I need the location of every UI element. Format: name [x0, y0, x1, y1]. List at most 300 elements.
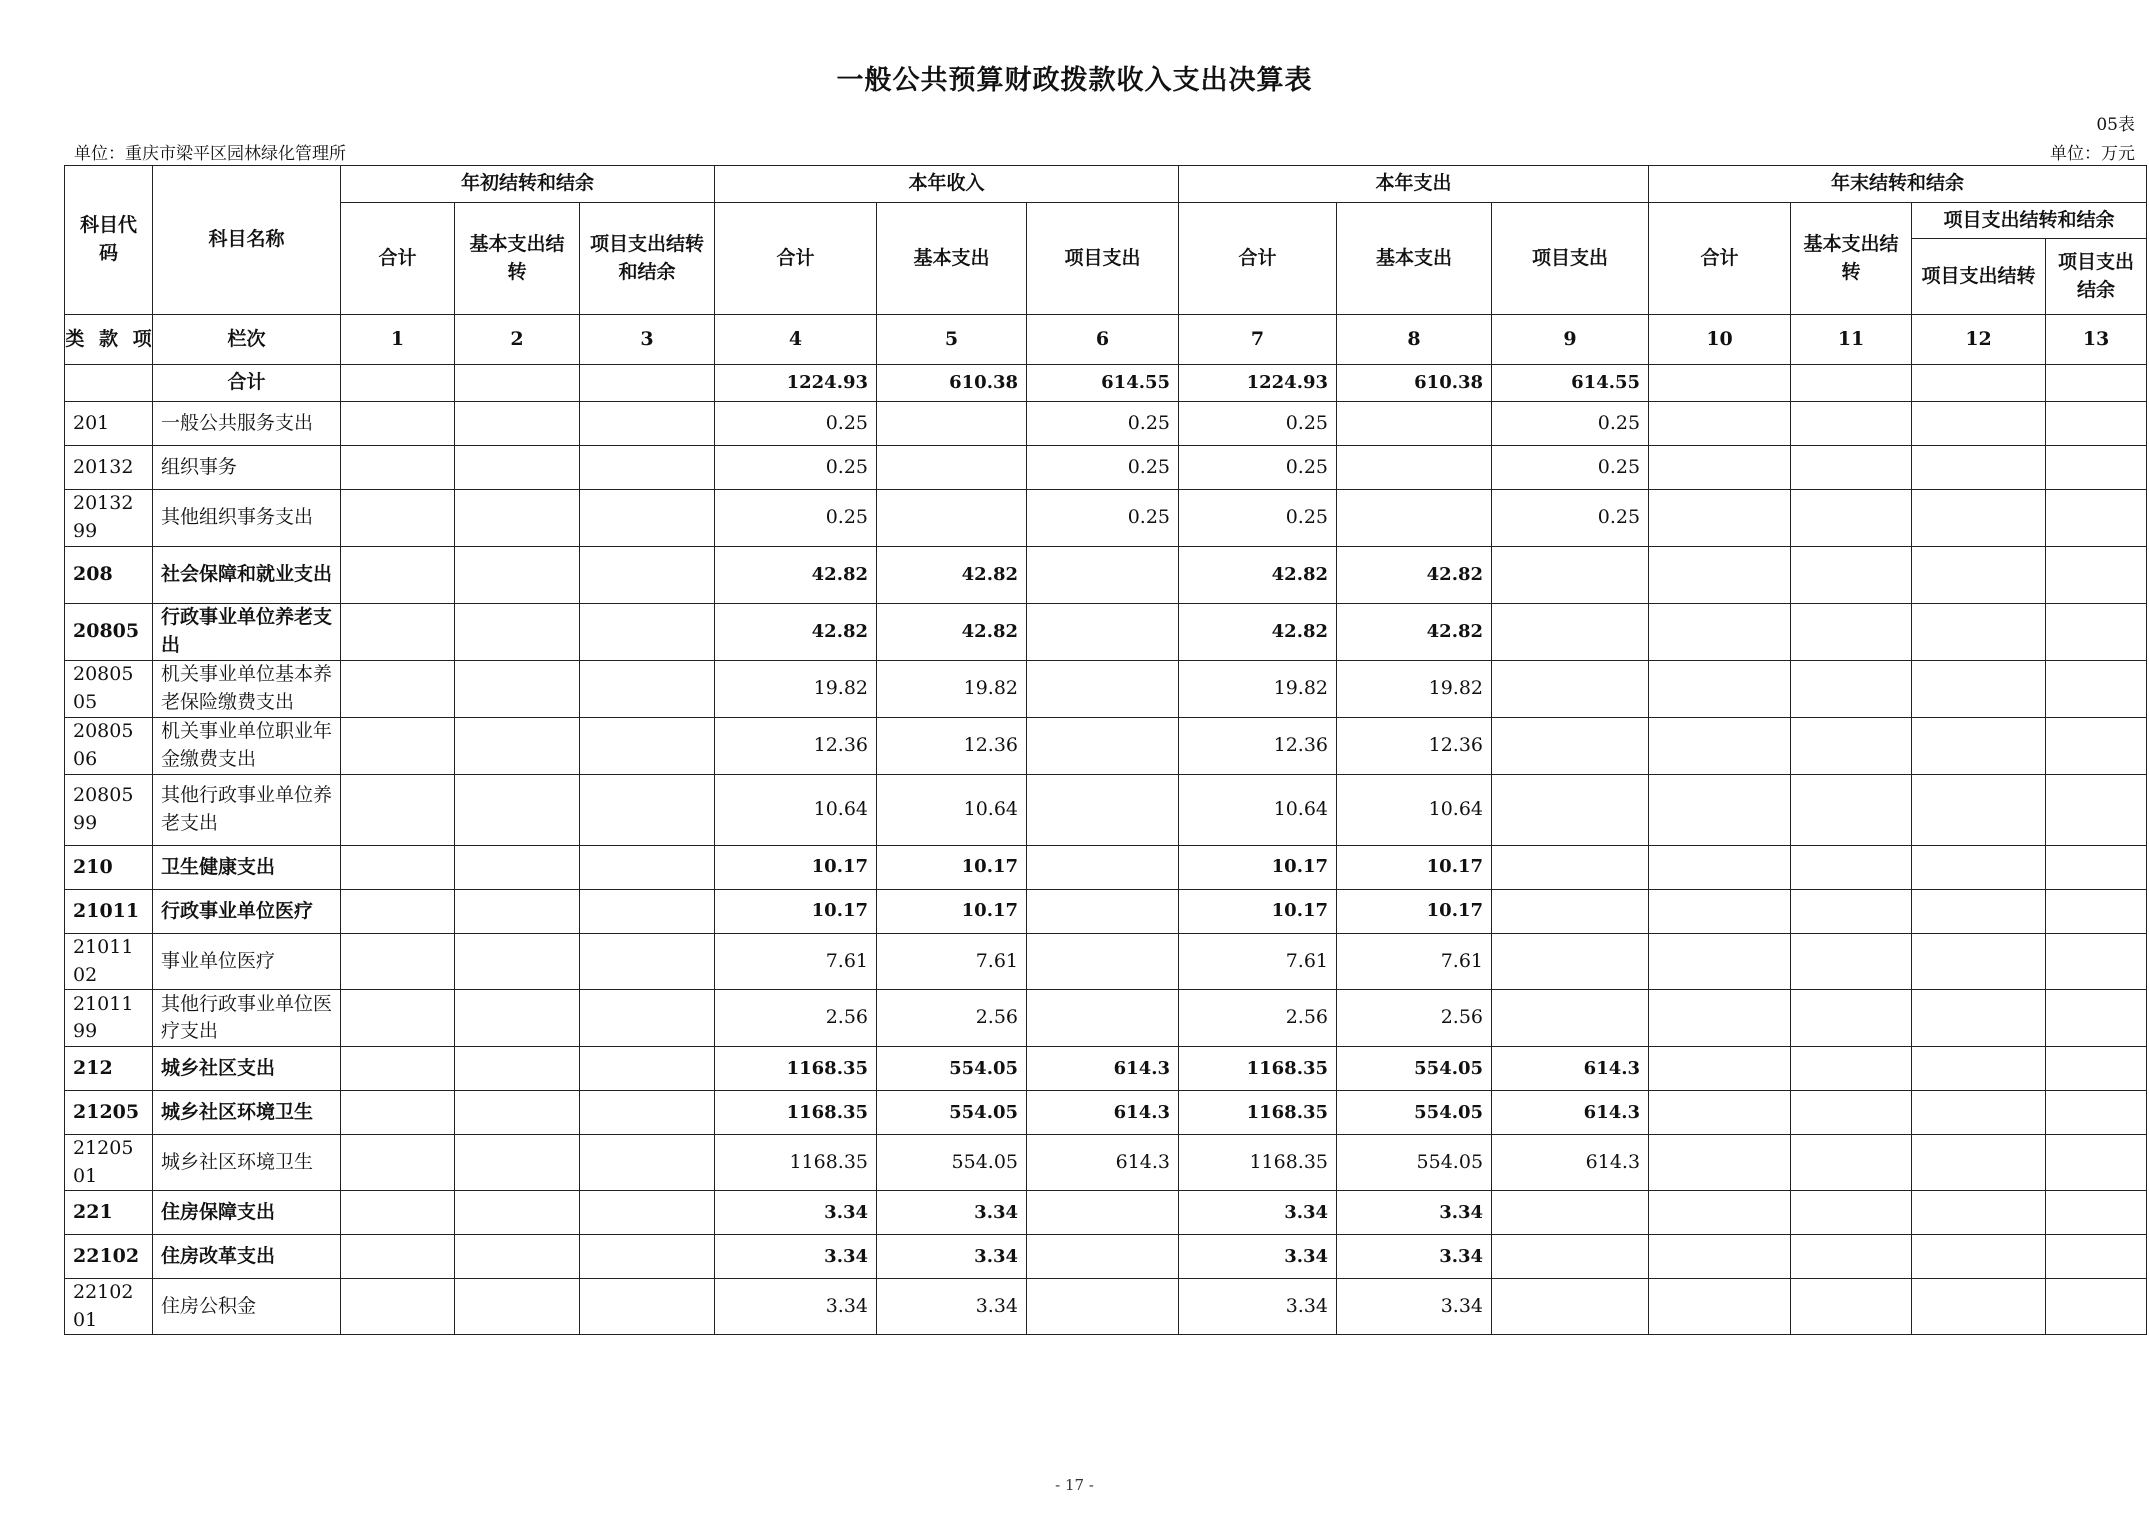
value-cell	[455, 1047, 580, 1091]
value-cell	[1649, 846, 1791, 890]
value-cell	[1649, 661, 1791, 718]
value-cell	[341, 490, 455, 547]
value-cell: 10.64	[877, 775, 1027, 846]
total-row	[65, 365, 2147, 402]
value-cell: 3.34	[877, 1191, 1027, 1235]
value-cell	[341, 661, 455, 718]
table-row	[65, 490, 2147, 547]
value-cell: 0.25	[715, 402, 877, 446]
value-cell	[580, 490, 715, 547]
value-cell	[1649, 718, 1791, 775]
value-cell	[455, 1235, 580, 1279]
value-cell	[580, 1191, 715, 1235]
value-cell	[1492, 846, 1649, 890]
total-cell	[1912, 365, 2046, 402]
value-cell: 1168.35	[715, 1135, 877, 1191]
total-cell	[341, 365, 455, 402]
value-cell: 0.25	[1179, 446, 1337, 490]
value-cell	[1027, 846, 1179, 890]
value-cell	[1649, 1047, 1791, 1091]
subject-code-cell: 212	[65, 1047, 153, 1091]
value-cell	[1492, 775, 1649, 846]
value-cell	[1791, 604, 1912, 661]
value-cell	[1791, 718, 1912, 775]
value-cell: 3.34	[715, 1191, 877, 1235]
value-cell: 10.17	[1337, 890, 1492, 934]
table-row	[65, 547, 2147, 604]
subject-name-cell: 一般公共服务支出	[153, 402, 341, 446]
value-cell	[580, 547, 715, 604]
value-cell	[1337, 446, 1492, 490]
value-cell	[1912, 846, 2046, 890]
value-cell	[1027, 990, 1179, 1047]
header-kuan: 款	[98, 327, 118, 350]
value-cell	[580, 718, 715, 775]
value-cell	[2046, 718, 2147, 775]
header-g4-project-surplus: 项目支出结余	[2046, 239, 2147, 315]
table-row	[65, 775, 2147, 846]
value-cell	[1912, 661, 2046, 718]
value-cell	[1912, 718, 2046, 775]
value-cell	[341, 990, 455, 1047]
value-cell: 0.25	[1027, 490, 1179, 547]
value-cell	[1649, 1279, 1791, 1335]
subject-name-cell: 卫生健康支出	[153, 846, 341, 890]
value-cell: 7.61	[1337, 934, 1492, 990]
subject-name-cell: 城乡社区支出	[153, 1047, 341, 1091]
value-cell	[580, 846, 715, 890]
header-category-levels	[65, 315, 153, 365]
value-cell: 554.05	[877, 1047, 1027, 1091]
value-cell	[1649, 775, 1791, 846]
col-number: 10	[1649, 315, 1791, 365]
total-cell: 610.38	[877, 365, 1027, 402]
col-number: 7	[1179, 315, 1337, 365]
value-cell	[1912, 547, 2046, 604]
value-cell	[455, 604, 580, 661]
total-cell	[2046, 365, 2147, 402]
value-cell	[1492, 990, 1649, 1047]
value-cell	[580, 1235, 715, 1279]
value-cell	[341, 604, 455, 661]
value-cell: 3.34	[1337, 1191, 1492, 1235]
value-cell: 0.25	[1027, 446, 1179, 490]
value-cell: 10.17	[715, 846, 877, 890]
value-cell	[455, 661, 580, 718]
value-cell	[2046, 934, 2147, 990]
subject-code-cell: 20132	[65, 446, 153, 490]
value-cell	[455, 547, 580, 604]
subject-name-cell: 住房保障支出	[153, 1191, 341, 1235]
value-cell: 1168.35	[1179, 1047, 1337, 1091]
col-number: 1	[341, 315, 455, 365]
table-row	[65, 890, 2147, 934]
header-g4-basic-carry: 基本支出结转	[1791, 203, 1912, 315]
value-cell	[341, 402, 455, 446]
subject-code-cell: 2120501	[65, 1135, 153, 1191]
value-cell	[1492, 1191, 1649, 1235]
value-cell: 554.05	[1337, 1091, 1492, 1135]
value-cell	[1791, 1091, 1912, 1135]
value-cell: 1168.35	[715, 1047, 877, 1091]
col-number: 9	[1492, 315, 1649, 365]
header-g1-project-carry-surplus: 项目支出结转和结余	[580, 203, 715, 315]
value-cell	[2046, 604, 2147, 661]
value-cell	[877, 490, 1027, 547]
value-cell	[1337, 490, 1492, 547]
value-cell: 7.61	[1179, 934, 1337, 990]
value-cell: 0.25	[715, 490, 877, 547]
value-cell: 614.3	[1492, 1091, 1649, 1135]
budget-table	[64, 165, 2147, 1335]
value-cell: 614.3	[1492, 1047, 1649, 1091]
value-cell: 554.05	[1337, 1135, 1492, 1191]
subject-name-cell: 住房公积金	[153, 1279, 341, 1335]
value-cell	[341, 890, 455, 934]
value-cell: 0.25	[1179, 490, 1337, 547]
total-cell	[455, 365, 580, 402]
subject-code-cell: 2013299	[65, 490, 153, 547]
value-cell	[341, 547, 455, 604]
subject-code-cell: 208	[65, 547, 153, 604]
total-cell	[580, 365, 715, 402]
value-cell	[1649, 1191, 1791, 1235]
header-g4-project-carry: 项目支出结转	[1912, 239, 2046, 315]
value-cell	[341, 1279, 455, 1335]
col-number: 13	[2046, 315, 2147, 365]
value-cell	[1791, 402, 1912, 446]
col-number: 2	[455, 315, 580, 365]
col-number: 5	[877, 315, 1027, 365]
value-cell	[1649, 446, 1791, 490]
value-cell: 2.56	[877, 990, 1027, 1047]
subject-name-cell: 事业单位医疗	[153, 934, 341, 990]
value-cell	[1791, 990, 1912, 1047]
value-cell	[1027, 890, 1179, 934]
subject-code-cell: 22102	[65, 1235, 153, 1279]
col-number: 4	[715, 315, 877, 365]
subject-code-cell: 2080505	[65, 661, 153, 718]
header-g3-project: 项目支出	[1492, 203, 1649, 315]
value-cell	[455, 490, 580, 547]
subject-code-cell: 2101102	[65, 934, 153, 990]
value-cell	[2046, 846, 2147, 890]
value-cell	[1791, 1235, 1912, 1279]
value-cell	[1492, 890, 1649, 934]
value-cell: 1168.35	[1179, 1091, 1337, 1135]
value-cell	[455, 1191, 580, 1235]
value-cell: 42.82	[715, 604, 877, 661]
value-cell: 10.17	[877, 890, 1027, 934]
value-cell: 614.3	[1027, 1135, 1179, 1191]
value-cell	[1912, 890, 2046, 934]
value-cell	[341, 1135, 455, 1191]
value-cell	[1649, 890, 1791, 934]
value-cell	[2046, 490, 2147, 547]
subject-name-cell: 行政事业单位养老支出	[153, 604, 341, 661]
value-cell: 10.17	[1179, 846, 1337, 890]
value-cell: 19.82	[877, 661, 1027, 718]
value-cell	[1791, 547, 1912, 604]
header-g2-project: 项目支出	[1027, 203, 1179, 315]
header-current-income: 本年收入	[715, 166, 1179, 203]
value-cell: 3.34	[1179, 1191, 1337, 1235]
value-cell	[1649, 1135, 1791, 1191]
value-cell	[2046, 990, 2147, 1047]
currency-unit: 单位：万元	[2050, 144, 2135, 164]
header-g1-basic-carry: 基本支出结转	[455, 203, 580, 315]
header-subject-name: 科目名称	[153, 166, 341, 315]
subject-code-cell: 21205	[65, 1091, 153, 1135]
value-cell	[1791, 661, 1912, 718]
header-g4-project-sub: 项目支出结转和结余	[1912, 203, 2147, 239]
value-cell	[1492, 718, 1649, 775]
value-cell	[1492, 934, 1649, 990]
value-cell: 10.64	[1337, 775, 1492, 846]
subject-code-cell: 210	[65, 846, 153, 890]
total-row-label: 合计	[153, 365, 341, 402]
value-cell	[2046, 547, 2147, 604]
value-cell	[877, 402, 1027, 446]
value-cell: 554.05	[877, 1135, 1027, 1191]
value-cell: 12.36	[715, 718, 877, 775]
value-cell	[1912, 490, 2046, 547]
header-current-expenditure: 本年支出	[1179, 166, 1649, 203]
value-cell: 0.25	[1179, 402, 1337, 446]
subject-name-cell: 行政事业单位医疗	[153, 890, 341, 934]
total-cell: 614.55	[1492, 365, 1649, 402]
value-cell: 614.3	[1027, 1091, 1179, 1135]
value-cell	[1791, 846, 1912, 890]
value-cell	[1649, 1235, 1791, 1279]
value-cell: 614.3	[1492, 1135, 1649, 1191]
value-cell: 10.17	[1179, 890, 1337, 934]
value-cell	[341, 1235, 455, 1279]
value-cell	[1912, 1135, 2046, 1191]
value-cell: 3.34	[1337, 1279, 1492, 1335]
value-cell	[1649, 604, 1791, 661]
value-cell: 10.17	[1337, 846, 1492, 890]
value-cell: 10.17	[877, 846, 1027, 890]
header-g2-basic: 基本支出	[877, 203, 1027, 315]
value-cell	[2046, 775, 2147, 846]
value-cell: 554.05	[877, 1091, 1027, 1135]
value-cell: 12.36	[877, 718, 1027, 775]
value-cell	[2046, 446, 2147, 490]
value-cell	[2046, 1235, 2147, 1279]
value-cell: 3.34	[877, 1279, 1027, 1335]
value-cell	[1791, 1191, 1912, 1235]
value-cell: 554.05	[1337, 1047, 1492, 1091]
header-lei: 类	[65, 327, 85, 350]
value-cell	[1027, 604, 1179, 661]
value-cell	[580, 402, 715, 446]
value-cell	[1791, 1047, 1912, 1091]
value-cell	[580, 1047, 715, 1091]
value-cell: 3.34	[1179, 1279, 1337, 1335]
table-row	[65, 846, 2147, 890]
value-cell	[1791, 1135, 1912, 1191]
value-cell	[580, 446, 715, 490]
value-cell	[1337, 402, 1492, 446]
value-cell	[455, 446, 580, 490]
value-cell	[1649, 490, 1791, 547]
table-row	[65, 604, 2147, 661]
value-cell	[1791, 1279, 1912, 1335]
value-cell	[1791, 890, 1912, 934]
value-cell	[1912, 1235, 2046, 1279]
value-cell	[1027, 934, 1179, 990]
header-g1-total: 合计	[341, 203, 455, 315]
subject-name-cell: 组织事务	[153, 446, 341, 490]
value-cell	[1492, 1235, 1649, 1279]
value-cell	[580, 890, 715, 934]
value-cell	[2046, 1191, 2147, 1235]
value-cell	[1027, 775, 1179, 846]
table-row	[65, 1135, 2147, 1191]
value-cell	[1649, 402, 1791, 446]
value-cell: 42.82	[1337, 604, 1492, 661]
subject-code-cell: 20805	[65, 604, 153, 661]
value-cell: 42.82	[1179, 604, 1337, 661]
table-row	[65, 1047, 2147, 1091]
value-cell	[2046, 661, 2147, 718]
header-g4-total: 合计	[1649, 203, 1791, 315]
table-row	[65, 446, 2147, 490]
value-cell	[455, 1135, 580, 1191]
value-cell	[580, 661, 715, 718]
value-cell	[455, 775, 580, 846]
value-cell: 3.34	[877, 1235, 1027, 1279]
total-cell: 1224.93	[1179, 365, 1337, 402]
value-cell	[1912, 990, 2046, 1047]
value-cell	[1027, 661, 1179, 718]
value-cell	[455, 990, 580, 1047]
value-cell	[341, 1191, 455, 1235]
subject-name-cell: 机关事业单位职业年金缴费支出	[153, 718, 341, 775]
value-cell	[341, 446, 455, 490]
value-cell	[2046, 402, 2147, 446]
value-cell	[1492, 1279, 1649, 1335]
value-cell: 10.64	[715, 775, 877, 846]
value-cell: 2.56	[715, 990, 877, 1047]
table-row	[65, 1235, 2147, 1279]
value-cell: 42.82	[1337, 547, 1492, 604]
subject-code-cell: 221	[65, 1191, 153, 1235]
value-cell	[341, 775, 455, 846]
total-cell: 614.55	[1027, 365, 1179, 402]
value-cell: 19.82	[1337, 661, 1492, 718]
value-cell	[1912, 1279, 2046, 1335]
table-row	[65, 402, 2147, 446]
table-row	[65, 718, 2147, 775]
total-row-code	[65, 365, 153, 402]
value-cell	[1912, 934, 2046, 990]
value-cell	[2046, 1279, 2147, 1335]
value-cell: 12.36	[1179, 718, 1337, 775]
value-cell	[2046, 1135, 2147, 1191]
value-cell	[1912, 604, 2046, 661]
value-cell	[1791, 775, 1912, 846]
col-number: 12	[1912, 315, 2046, 365]
subject-code-cell: 2101199	[65, 990, 153, 1047]
table-row	[65, 661, 2147, 718]
value-cell	[580, 990, 715, 1047]
value-cell: 42.82	[715, 547, 877, 604]
total-cell	[1791, 365, 1912, 402]
value-cell	[1492, 661, 1649, 718]
value-cell	[341, 1091, 455, 1135]
table-row	[65, 1279, 2147, 1335]
value-cell: 2.56	[1337, 990, 1492, 1047]
total-cell: 610.38	[1337, 365, 1492, 402]
value-cell	[1492, 547, 1649, 604]
col-number: 6	[1027, 315, 1179, 365]
value-cell	[455, 934, 580, 990]
value-cell: 7.61	[877, 934, 1027, 990]
value-cell	[580, 1279, 715, 1335]
value-cell	[2046, 1091, 2147, 1135]
value-cell	[580, 604, 715, 661]
subject-code-cell: 2080506	[65, 718, 153, 775]
table-row	[65, 934, 2147, 990]
value-cell: 3.34	[1179, 1235, 1337, 1279]
value-cell	[1492, 604, 1649, 661]
subject-code-cell: 201	[65, 402, 153, 446]
value-cell: 10.17	[715, 890, 877, 934]
value-cell	[1649, 547, 1791, 604]
value-cell	[341, 846, 455, 890]
value-cell	[455, 402, 580, 446]
value-cell	[2046, 890, 2147, 934]
header-closing-balance: 年末结转和结余	[1649, 166, 2147, 203]
subject-name-cell: 其他组织事务支出	[153, 490, 341, 547]
total-cell: 1224.93	[715, 365, 877, 402]
col-number: 3	[580, 315, 715, 365]
table-row	[65, 990, 2147, 1047]
value-cell: 0.25	[1492, 402, 1649, 446]
value-cell: 3.34	[715, 1279, 877, 1335]
header-lanci: 栏次	[153, 315, 341, 365]
value-cell: 2.56	[1179, 990, 1337, 1047]
organization-unit: 单位：重庆市梁平区园林绿化管理所	[74, 144, 346, 164]
value-cell: 12.36	[1337, 718, 1492, 775]
header-xiang: 项	[132, 327, 152, 350]
value-cell	[455, 1279, 580, 1335]
value-cell: 0.25	[1492, 490, 1649, 547]
value-cell: 10.64	[1179, 775, 1337, 846]
value-cell: 0.25	[715, 446, 877, 490]
value-cell	[580, 1091, 715, 1135]
form-number: 05表	[2096, 115, 2135, 135]
value-cell: 42.82	[877, 604, 1027, 661]
table-row	[65, 1091, 2147, 1135]
col-number: 8	[1337, 315, 1492, 365]
value-cell: 3.34	[715, 1235, 877, 1279]
value-cell: 1168.35	[1179, 1135, 1337, 1191]
value-cell: 0.25	[1027, 402, 1179, 446]
value-cell: 0.25	[1492, 446, 1649, 490]
subject-name-cell: 城乡社区环境卫生	[153, 1091, 341, 1135]
value-cell	[1791, 934, 1912, 990]
value-cell	[341, 934, 455, 990]
value-cell: 614.3	[1027, 1047, 1179, 1091]
table-row	[65, 1191, 2147, 1235]
value-cell	[1649, 990, 1791, 1047]
value-cell	[1912, 446, 2046, 490]
value-cell	[1027, 1279, 1179, 1335]
value-cell	[455, 890, 580, 934]
